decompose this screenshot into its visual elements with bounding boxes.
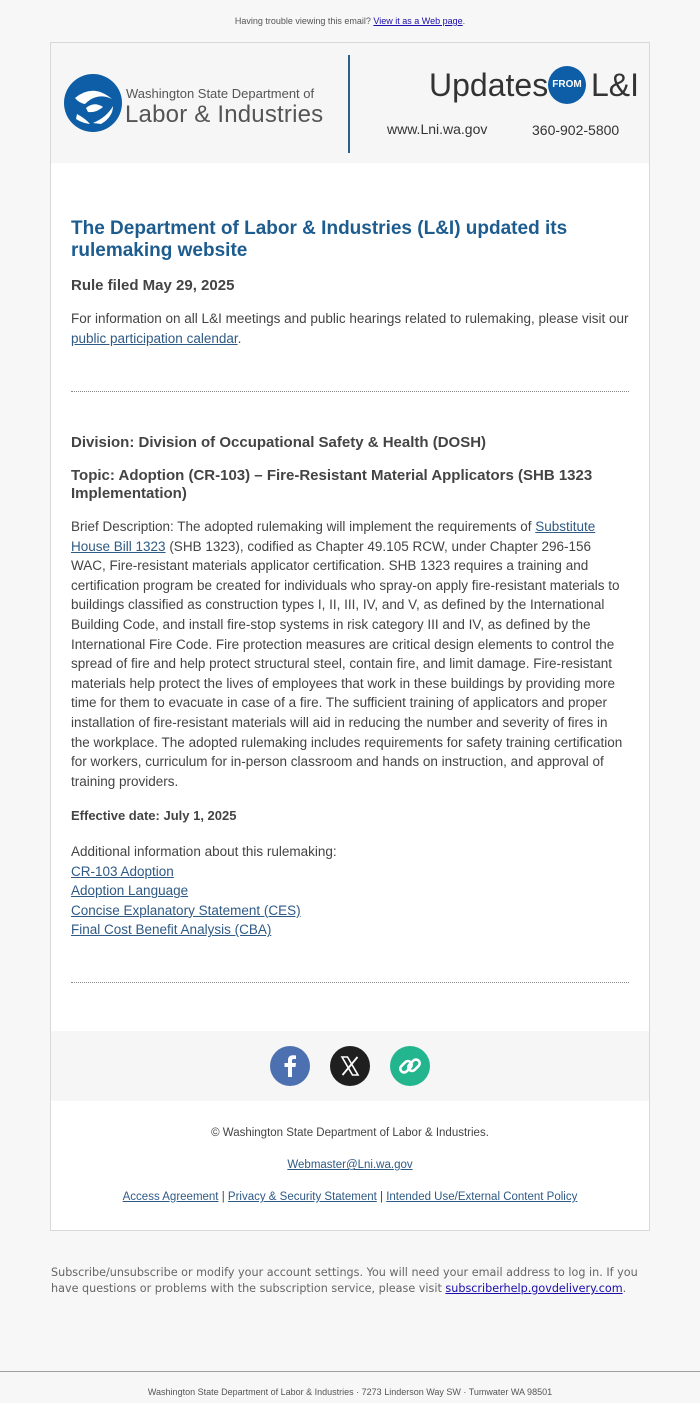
cr-103-adoption-link[interactable]: CR-103 Adoption: [71, 863, 174, 879]
site-phone: 360-902-5800: [532, 122, 620, 138]
lni-logo-icon: [63, 73, 123, 133]
brief-body: (SHB 1323), codified as Chapter 49.105 RCW, under Chapter 296-156 WAC, Fire-resistant materials applicator certification. SHB 1323 requires a training and certification program be created for individuals who spray-on apply fire-resistant materials to buildings classified as construction types I, II, III, IV, and V, as defined by the International Building Code, and install fire-stop systems in risk category III and IV, as defined by the International Fire Code. Fire protection measures are critical design elements to control the spread of fire and help protect structural steel, contain fire, and limit damage. Fire-resistant materials help protect the lives of employees that work in these buildings by providing more time for them to evacuate in case of a fire. The sufficient training of applicators and proper installation of fire-resistant materials will aid in reducing the number and severity of fires in the workplace. The adopted rulemaking includes requirements for safety training certification for workers, curriculum for in-person classroom and hands on instruction, and approval of training providers.: [71, 538, 623, 789]
subscription-notice: [51, 1265, 651, 1297]
logo-department-line: Washington State Department of: [126, 86, 315, 101]
section-divider-bottom: [71, 982, 629, 983]
access-agreement-link[interactable]: Access Agreement: [122, 1191, 219, 1203]
cba-link[interactable]: Final Cost Benefit Analysis (CBA): [71, 922, 272, 938]
intro-suffix: .: [237, 331, 242, 346]
additional-info: [71, 842, 629, 940]
view-web-page-link[interactable]: View it as a Web page: [373, 16, 463, 26]
from-badge: FROM: [548, 66, 586, 104]
copy-link-button[interactable]: [390, 1046, 430, 1086]
ces-link[interactable]: Concise Explanatory Statement (CES): [71, 902, 301, 918]
site-url: www.Lni.wa.gov: [387, 121, 488, 137]
brief-description: [71, 517, 629, 791]
footer-divider: [0, 1371, 700, 1372]
social-share-bar: [51, 1031, 649, 1101]
webmaster-line: [51, 1159, 649, 1171]
preheader-text: Having trouble viewing this email?: [234, 16, 374, 26]
subscription-text: Subscribe/unsubscribe or modify your account settings. You will need your email address to log in. If you have questions or problems with the subscription service, please visit: [51, 1266, 638, 1295]
intro-paragraph: [71, 309, 629, 349]
section-divider: [71, 391, 629, 392]
additional-info-label: Additional information about this rulemaking:: [71, 844, 337, 859]
subscription-suffix: .: [622, 1282, 627, 1295]
division-heading: Division: Division of Occupational Safety & Health (DOSH): [71, 434, 487, 451]
postal-address: Washington State Department of Labor & Industries · 7273 Linderson Way SW · Tumwater WA 98501: [147, 1387, 553, 1397]
facebook-icon: [270, 1046, 310, 1086]
intro-text: For information on all L&I meetings and public hearings related to rulemaking, please visit our: [71, 311, 629, 326]
x-icon: [330, 1046, 370, 1086]
substitute-house-bill-link[interactable]: Substitute House Bill 1323: [71, 519, 596, 554]
copyright: © Washington State Department of Labor & Industries.: [211, 1127, 489, 1139]
masthead-divider: [348, 55, 350, 153]
email-card: [50, 42, 650, 1231]
article-headline: The Department of Labor & Industries (L&I) updated its rulemaking website: [71, 218, 568, 261]
webmaster-email-link[interactable]: Webmaster@Lni.wa.gov: [287, 1159, 413, 1171]
policy-separator: |: [218, 1191, 228, 1203]
masthead: [51, 43, 649, 163]
adoption-language-link[interactable]: Adoption Language: [71, 883, 189, 899]
public-participation-calendar-link[interactable]: public participation calendar: [71, 331, 238, 346]
policy-links: [51, 1191, 649, 1203]
li-title: L&I: [591, 67, 640, 103]
x-share-button[interactable]: [330, 1046, 370, 1086]
effective-date: Effective date: July 1, 2025: [71, 808, 237, 823]
rule-filed-date: Rule filed May 29, 2025: [71, 277, 235, 294]
policy-separator: |: [376, 1191, 387, 1203]
topic-heading: Topic: Adoption (CR-103) – Fire-Resistant Material Applicators (SHB 1323 Implementation): [71, 467, 593, 502]
link-icon: [390, 1046, 430, 1086]
preheader-suffix: .: [462, 16, 466, 26]
logo-agency-name: Labor & Industries: [125, 101, 324, 128]
preheader: [0, 16, 700, 26]
privacy-statement-link[interactable]: Privacy & Security Statement: [227, 1191, 377, 1203]
brief-prefix: Brief Description: The adopted rulemaking will implement the requirements of: [71, 519, 536, 534]
subscriber-help-link[interactable]: subscriberhelp.govdelivery.com: [445, 1282, 623, 1295]
updates-title: Updates: [429, 67, 549, 103]
facebook-share-button[interactable]: [270, 1046, 310, 1086]
intended-use-link[interactable]: Intended Use/External Content Policy: [386, 1191, 578, 1203]
